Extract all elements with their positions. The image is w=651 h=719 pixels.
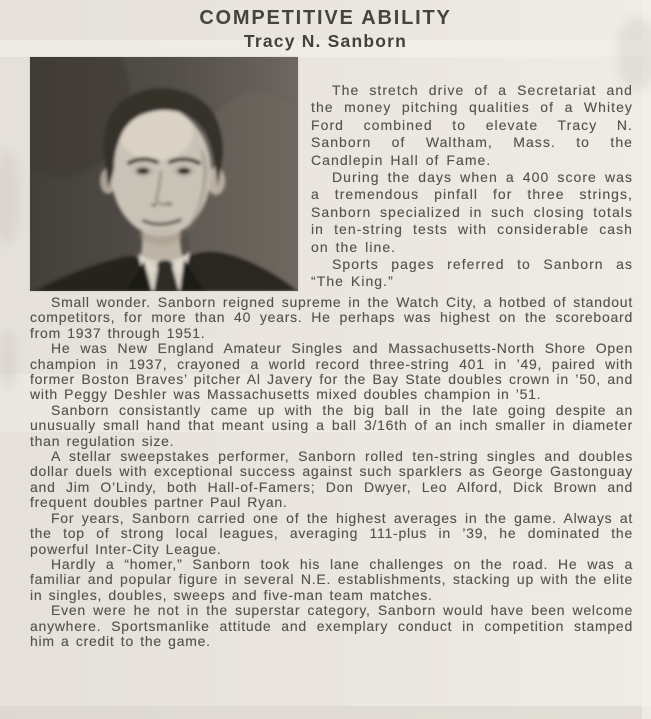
page-subtitle: Tracy N. Sanborn xyxy=(243,31,408,51)
scan-edge-band xyxy=(0,706,651,719)
article-paragraph: Small wonder. Sanborn reigned supreme in the Watch City, a hotbed of standout competitors, for more than 40 years. He perhaps was highest on the scoreboard from 1937 through 1951. xyxy=(30,294,633,341)
biography-article xyxy=(30,57,633,649)
article-paragraph: During the days when a 400 score was a tremendous pinfall for three strings, Sanborn specialized in such closing totals in ten-string tests with considerable cash on the line. xyxy=(311,169,633,255)
photo-and-lead-text-row xyxy=(30,57,633,291)
article-paragraph: The stretch drive of a Secretariat and the money pitching qualities of a Whitey Ford combined to elevate Tracy N. Sanborn of Waltham, Mass. to the Candlepin Hall of Fame. xyxy=(311,82,633,168)
scan-bleedthrough-mark xyxy=(0,330,16,390)
scan-bleedthrough-mark xyxy=(0,150,20,245)
article-paragraph: A stellar sweepstakes performer, Sanborn rolled ten-string singles and doubles dollar duels with exceptional success against such sparklers as George Gastonguay and Jim O’Lindy, both Hall-of-Famers; Don Dwyer, Leo Alford, Dick Brown and frequent doubles partner Paul Ryan. xyxy=(30,448,633,511)
article-paragraph: Hardly a “homer,” Sanborn took his lane challenges on the road. He was a familiar and popular figure in several N.E. establishments, stacking up with the elite in singles, doubles, sweeps and five-man team matches. xyxy=(30,555,633,603)
article-paragraph: For years, Sanborn carried one of the highest averages in the game. Always at the top of strong local leagues, averaging 111-plus in ’39, he dominated the powerful Inter-City League. xyxy=(30,509,633,557)
scan-edge-strip xyxy=(642,0,651,719)
article-paragraph: Even were he not in the superstar category, Sanborn would have been welcome anywhere. Sportsmanlike attitude and exemplary conduct in competition stamped him a credit to the game. xyxy=(30,602,633,649)
article-paragraph: Sports pages referred to Sanborn as “The King.” xyxy=(311,256,633,290)
page-title: COMPETITIVE ABILITY xyxy=(199,7,452,29)
portrait-illustration xyxy=(30,57,298,291)
portrait-photo xyxy=(30,57,298,291)
page-header xyxy=(0,0,651,52)
lead-text-column xyxy=(298,57,633,291)
article-paragraph: He was New England Amateur Singles and Massachusetts-North Shore Open champion in 1937, crayoned a world record three-string 401 in ’49, paired with former Boston Braves’ pitcher Al Javery for the Bay State doubles crown in ’50, and with Peggy Deshler was Massachusetts mixed doubles champion in ’51. xyxy=(30,340,633,403)
article-paragraph: Sanborn consistantly came up with the big ball in the late going despite an unusually small hand that meant using a ball 3/16th of an inch smaller in diameter than regulation size. xyxy=(30,401,633,449)
